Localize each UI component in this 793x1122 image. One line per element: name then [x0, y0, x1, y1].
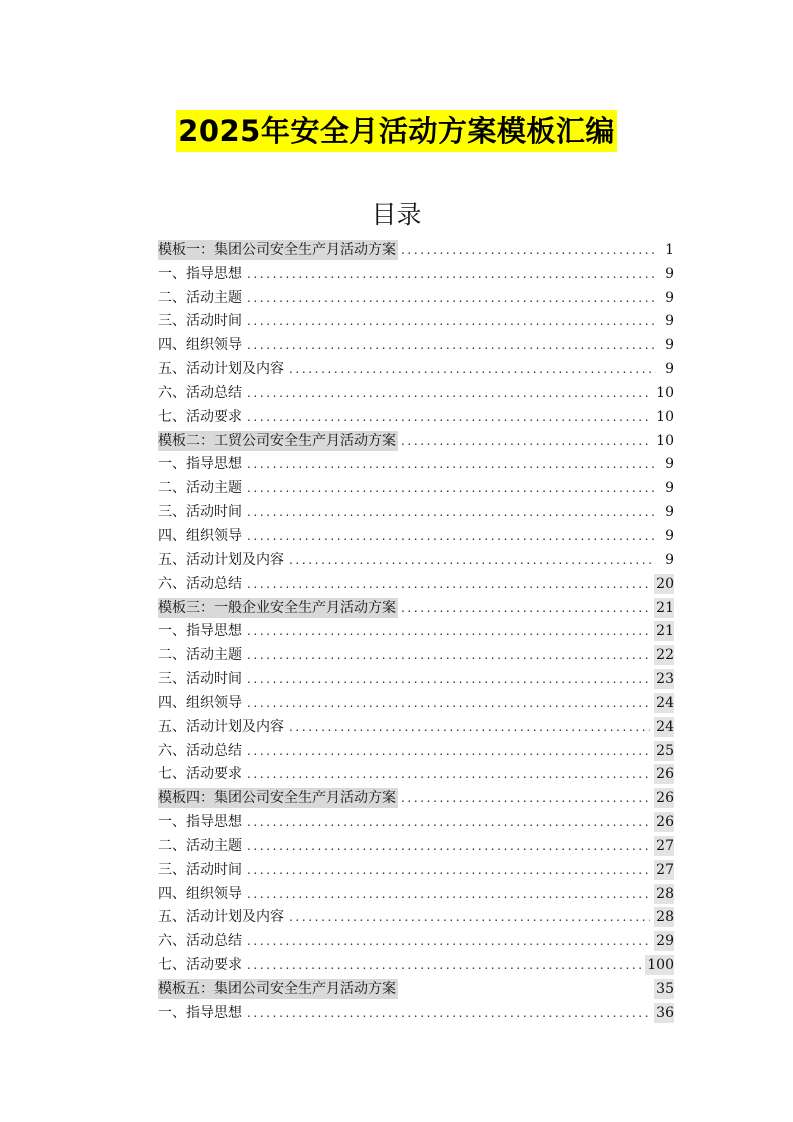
toc-subsection-row[interactable] — [158, 665, 674, 689]
toc-leader-dots — [398, 240, 656, 260]
toc-page-number: 25 — [656, 742, 674, 759]
toc-entry-label: 一、指导思想 — [158, 265, 242, 282]
toc-page-number: 9 — [665, 480, 674, 497]
toc-leader-dots — [244, 645, 650, 665]
toc-leader-dots — [244, 884, 650, 904]
toc-leader-dots — [244, 741, 650, 761]
toc-subsection-row[interactable] — [158, 474, 674, 498]
toc-entry-label: 一、指导思想 — [158, 456, 242, 473]
toc-entry-label: 三、活动时间 — [158, 504, 242, 521]
toc-page-number: 10 — [656, 432, 674, 449]
toc-page-number: 26 — [656, 766, 674, 783]
toc-entry-label: 七、活动要求 — [158, 957, 242, 974]
toc-leader-dots — [244, 931, 650, 951]
toc-entry-label: 模板四：集团公司安全生产月活动方案 — [158, 790, 396, 807]
toc-subsection-row[interactable] — [158, 355, 674, 379]
toc-section-row[interactable] — [158, 594, 674, 618]
toc-subsection-row[interactable] — [158, 379, 674, 403]
toc-subsection-row[interactable] — [158, 713, 674, 737]
toc-leader-dots — [244, 526, 656, 546]
toc-entry-label: 一、指导思想 — [158, 623, 242, 640]
toc-section-row[interactable] — [158, 975, 674, 999]
table-of-contents — [158, 236, 674, 1023]
toc-leader-dots — [398, 598, 650, 618]
toc-page-number: 9 — [665, 527, 674, 544]
document-title: 2025年安全月活动方案模板汇编 — [176, 110, 617, 152]
toc-subsection-row[interactable] — [158, 570, 674, 594]
toc-leader-dots — [244, 836, 650, 856]
toc-leader-dots — [286, 907, 650, 927]
toc-page-number: 26 — [656, 814, 674, 831]
toc-leader-dots — [286, 359, 656, 379]
toc-page-number: 9 — [665, 551, 674, 568]
toc-entry-label: 四、组织领导 — [158, 527, 242, 544]
toc-entry-label: 四、组织领导 — [158, 694, 242, 711]
toc-subsection-row[interactable] — [158, 904, 674, 928]
toc-subsection-row[interactable] — [158, 403, 674, 427]
toc-entry-label: 六、活动总结 — [158, 933, 242, 950]
toc-page-number: 24 — [656, 694, 674, 711]
toc-leader-dots — [244, 574, 650, 594]
toc-leader-dots — [244, 264, 656, 284]
toc-page-number: 23 — [656, 671, 674, 688]
toc-leader-dots — [244, 383, 652, 403]
toc-leader-dots — [244, 288, 656, 308]
toc-subsection-row[interactable] — [158, 689, 674, 713]
toc-entry-label: 模板二：工贸公司安全生产月活动方案 — [158, 432, 396, 449]
toc-subsection-row[interactable] — [158, 808, 674, 832]
toc-leader-dots — [244, 812, 650, 832]
toc-leader-dots — [244, 311, 656, 331]
toc-entry-label: 三、活动时间 — [158, 671, 242, 688]
toc-leader-dots — [286, 717, 650, 737]
toc-entry-label: 二、活动主题 — [158, 289, 242, 306]
toc-subsection-row[interactable] — [158, 761, 674, 785]
toc-page-number: 1 — [665, 241, 674, 258]
toc-page-number: 9 — [665, 265, 674, 282]
toc-entry-label: 一、指导思想 — [158, 1004, 242, 1021]
toc-page-number: 21 — [656, 599, 674, 616]
toc-subsection-row[interactable] — [158, 284, 674, 308]
toc-entry-label: 二、活动主题 — [158, 647, 242, 664]
toc-leader-dots — [244, 669, 650, 689]
toc-entry-label: 六、活动总结 — [158, 742, 242, 759]
toc-leader-dots — [398, 431, 652, 451]
toc-page-number: 9 — [665, 361, 674, 378]
toc-entry-label: 模板三：一般企业安全生产月活动方案 — [158, 599, 396, 616]
title-container — [0, 110, 793, 152]
toc-subsection-row[interactable] — [158, 331, 674, 355]
toc-subsection-row[interactable] — [158, 856, 674, 880]
toc-entry-label: 五、活动计划及内容 — [158, 909, 284, 926]
toc-page-number: 28 — [656, 909, 674, 926]
toc-entry-label: 模板五：集团公司安全生产月活动方案 — [158, 981, 396, 997]
toc-entry-label: 七、活动要求 — [158, 766, 242, 783]
toc-page-number: 9 — [665, 456, 674, 473]
toc-page-number: 26 — [656, 790, 674, 807]
toc-leader-dots — [244, 764, 650, 784]
toc-leader-dots — [244, 955, 641, 975]
toc-leader-dots — [244, 1003, 650, 1023]
toc-subsection-row[interactable] — [158, 260, 674, 284]
toc-page-number: 100 — [647, 957, 674, 974]
toc-entry-label: 二、活动主题 — [158, 837, 242, 854]
toc-subsection-row[interactable] — [158, 737, 674, 761]
toc-page-number: 9 — [665, 313, 674, 330]
toc-entry-label: 一、指导思想 — [158, 814, 242, 831]
toc-entry-label: 七、活动要求 — [158, 408, 242, 425]
toc-subsection-row[interactable] — [158, 618, 674, 642]
toc-entry-label: 六、活动总结 — [158, 384, 242, 401]
toc-leader-dots — [244, 407, 652, 427]
toc-subsection-row[interactable] — [158, 451, 674, 475]
toc-entry-label: 五、活动计划及内容 — [158, 361, 284, 378]
toc-page-number: 10 — [656, 408, 674, 425]
toc-page-number: 27 — [656, 861, 674, 878]
toc-page-number: 27 — [656, 837, 674, 854]
toc-entry-label: 三、活动时间 — [158, 861, 242, 878]
toc-entry-label: 模板一：集团公司安全生产月活动方案 — [158, 241, 396, 258]
toc-subsection-row[interactable] — [158, 880, 674, 904]
toc-subsection-row[interactable] — [158, 999, 674, 1023]
toc-leader-dots — [286, 550, 656, 570]
toc-section-row[interactable] — [158, 236, 674, 260]
toc-subsection-row[interactable] — [158, 832, 674, 856]
toc-page-number: 9 — [665, 289, 674, 306]
toc-section-row[interactable] — [158, 784, 674, 808]
toc-page-number: 9 — [665, 504, 674, 521]
toc-subsection-row[interactable] — [158, 308, 674, 332]
toc-leader-dots — [244, 454, 656, 474]
toc-heading: 目录 — [371, 200, 422, 229]
toc-subsection-row[interactable] — [158, 641, 674, 665]
toc-leader-dots — [244, 502, 656, 522]
toc-page-number: 22 — [656, 647, 674, 664]
toc-entry-label: 五、活动计划及内容 — [158, 551, 284, 568]
toc-page-number: 29 — [656, 933, 674, 950]
toc-leader-dots — [398, 788, 650, 808]
toc-leader-dots — [244, 478, 656, 498]
toc-leader-dots — [244, 860, 650, 880]
toc-entry-label: 三、活动时间 — [158, 313, 242, 330]
toc-leader-dots — [244, 621, 650, 641]
toc-entry-label: 四、组织领导 — [158, 885, 242, 902]
toc-subsection-row[interactable] — [158, 498, 674, 522]
toc-page-number: 24 — [656, 718, 674, 735]
toc-leader-dots — [244, 693, 650, 713]
toc-page-number: 9 — [665, 337, 674, 354]
toc-subsection-row[interactable] — [158, 522, 674, 546]
toc-entry-label: 四、组织领导 — [158, 337, 242, 354]
toc-subsection-row[interactable] — [158, 927, 674, 951]
toc-page-number: 10 — [656, 384, 674, 401]
toc-entry-label: 五、活动计划及内容 — [158, 718, 284, 735]
toc-page-number: 28 — [656, 885, 674, 902]
toc-leader-dots — [244, 335, 656, 355]
toc-entry-label: 二、活动主题 — [158, 480, 242, 497]
toc-page-number: 20 — [656, 575, 674, 592]
toc-page-number: 21 — [656, 623, 674, 640]
toc-entry-label: 六、活动总结 — [158, 575, 242, 592]
toc-subsection-row[interactable] — [158, 951, 674, 975]
toc-section-row[interactable] — [158, 427, 674, 451]
toc-subsection-row[interactable] — [158, 546, 674, 570]
toc-page-number: 35 — [656, 981, 674, 997]
toc-page-number: 36 — [656, 1004, 674, 1021]
